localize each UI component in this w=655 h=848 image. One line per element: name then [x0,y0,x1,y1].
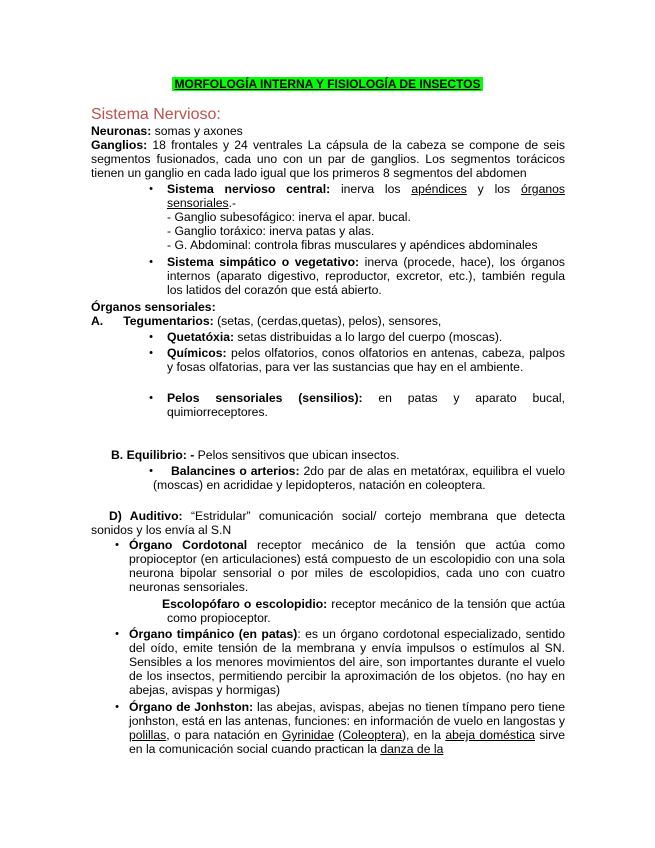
link-abeja-domestica[interactable]: abeja doméstica [445,728,535,742]
link-danza[interactable]: danza de la [380,742,444,756]
link-sensoriales[interactable]: sensoriales [167,196,229,210]
bullet-icon: • [149,331,153,343]
link-gyrinidae[interactable]: Gyrinidae [281,728,335,742]
neuronas-line: Neuronas: somas y axones [91,124,243,138]
bullet-icon: • [115,628,119,640]
equilibrio-line: B. Equilibrio: - Pelos sensitivos que ubican insectos. [111,448,400,462]
bullet-icon: • [149,256,153,268]
snc-sub-1: - Ganglio subesofágico: inerva el apar. bucal. [167,210,411,224]
tegumentarios-line: A. Tegumentarios: (setas, (cerdas,quetas), pelos), sensores, [91,314,442,328]
bullet-icon: • [115,701,119,713]
link-organos[interactable]: órganos [520,182,565,196]
quetatoxia-item: Quetatóxia: setas distribuidas a lo largo del cuerpo (moscas). [167,330,503,344]
link-coleoptera[interactable]: Coleoptera [342,728,402,742]
organos-heading: Órganos sensoriales: [91,300,216,314]
link-polillas[interactable]: polillas [129,728,167,742]
cordotonal-item: Órgano Cordotonal receptor mecánico de la tensión que actúa como propioceptor (en articulaciones) está compuesto de un escolopidio con una sola neurona bipolar sensorial o por miles de escolopidios, cada uno con cuatro neuronas sensoriales. [129,538,565,594]
document-title: MORFOLOGÍA INTERNA Y FISIOLOGÍA DE INSECTOS [174,77,481,91]
bullet-icon: • [149,392,153,404]
section-title: Sistema Nervioso: [91,106,221,123]
escolopofaro-item: Escolopófaro o escolopidio: receptor mecánico de la tensión que actúa como propioceptor. [162,597,565,625]
snc-sub-3: - G. Abdominal: controla fibras musculares y apéndices abdominales [167,238,538,252]
ganglios-paragraph: Ganglios: 18 frontales y 24 ventrales La cápsula de la cabeza se compone de seis segmentos fusionados, cada uno con un par de ganglios. Los segmentos torácicos tienen un ganglio en cada lado igual que los primeros 8 segmentos del abdomen [91,138,565,180]
timpanico-item: Órgano timpánico (en patas): es un órgano cordotonal especializado, sentido del oído, emite tensión de la membrana y envía impulsos o estímulos al SN. Sensibles a los menores movimientos del aire, son importantes durante el vuelo de los insectos, permitiendo percibir la aproximación de los objetos. (no hay en abejas, avispas y hormigas) [129,627,565,697]
pelos-item: Pelos sensoriales (sensilios): en patas y aparato bucal, quimiorreceptores. [167,391,565,419]
auditivo-paragraph: D) Auditivo: “Estridular” comunicación social/ cortejo membrana que detecta sonidos y los envía al S.N [91,509,565,537]
bullet-icon: • [149,183,153,195]
bullet-icon: • [149,465,153,477]
jonhston-item: Órgano de Jonhston: las abejas, avispas, abejas no tienen tímpano pero tiene jonhston, está en las antenas, funciones: en información de vuelo en langostas y polillas, o para natación en Gyrinidae (Coleoptera), en la abeja doméstica sirve en la comunicación social cuando practican la danza de la [129,700,565,756]
bullet-icon: • [115,539,119,551]
quimicos-item: Químicos: pelos olfatorios, conos olfatorios en antenas, cabeza, palpos y fosas olfatorias, para ver las sustancias que hay en el ambiente. [167,346,565,374]
balancines-item: Balancines o arterios: 2do par de alas en metatórax, equilibra el vuelo (moscas) en acrididae y lepidopteros, natación en coleoptera. [153,464,565,492]
snc-item: Sistema nervioso central: inerva los apéndices y los órganos sensoriales.- [167,182,565,210]
bullet-icon: • [149,347,153,359]
link-apendices[interactable]: apéndices [411,182,467,196]
snc-sub-2: - Ganglio toráxico: inerva patas y alas. [167,224,375,238]
simpatico-item: Sistema simpático o vegetativo: inerva (procede, hace), los órganos internos (aparato digestivo, reproductor, excretor, etc.), también regula los latidos del corazón que está abierto. [167,255,565,297]
